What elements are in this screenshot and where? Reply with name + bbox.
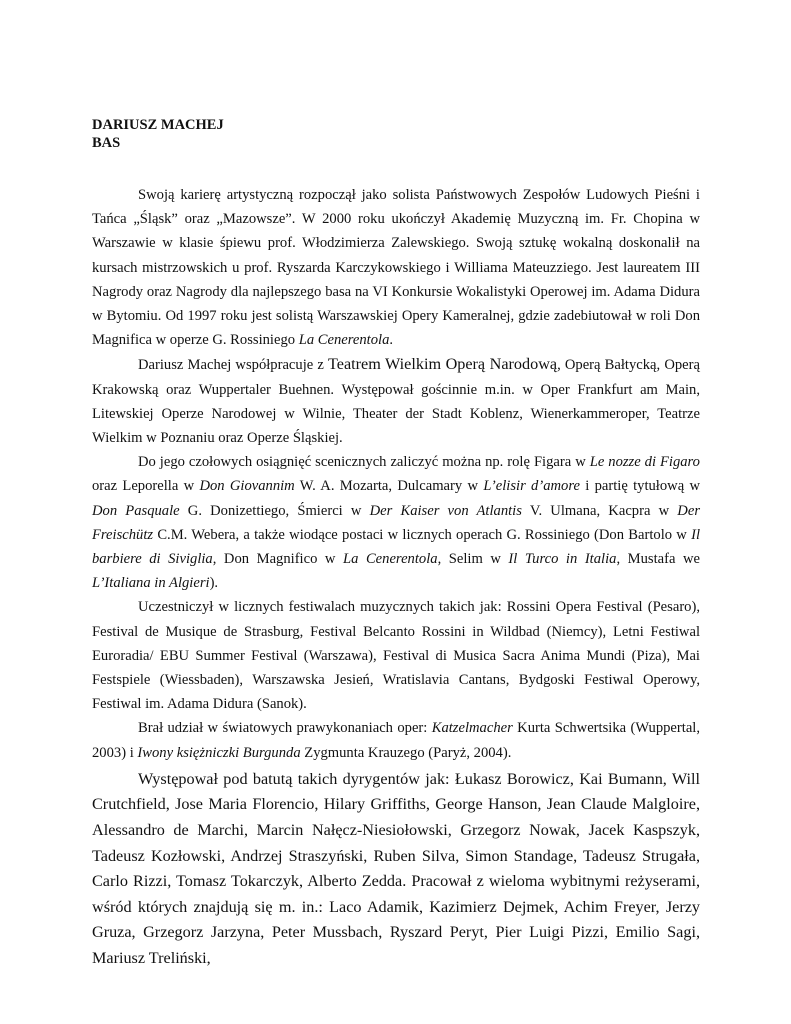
opera-title: Il barbiere di Siviglia [92, 526, 700, 568]
text-run: Do jego czołowych osiągnięć scenicznych zaliczyć można np. rolę Figara w [138, 454, 590, 471]
opera-title: Katzelmacher [431, 720, 513, 737]
opera-title: La Cenerentola [298, 332, 390, 349]
biography-paragraph-festivals [92, 595, 700, 716]
opera-title: Don Giovannim [199, 478, 295, 495]
opera-title: La Cenerentola [343, 551, 438, 568]
text-run: i partię tytułową w [579, 478, 700, 495]
text-run: G. Donizettiego, Śmierci w [179, 502, 370, 519]
artist-name: DARIUSZ MACHEJ [92, 117, 224, 133]
text-run: . [389, 332, 394, 349]
biography-paragraph-roles [92, 450, 700, 595]
opera-title: Il Turco in Italia [508, 551, 617, 568]
biography-paragraph-premieres [92, 716, 700, 764]
text-run: Uczestniczył w licznych festiwalach muzycznych takich jak: Rossini Opera Festival (Pesaro), Festival de Musique de Strasburg, Festival Belcanto Rossini in Wildbad (Niemcy), Letni Festiwal Euroradia/ EBU Summer Festival (Warszawa), Festival di Musica Sacra Anima Mundi (Piza), Mai Festspiele (Wiessbaden), Warszawska Jesień, Wratislavia Cantans, Bydgoski Festiwal Operowy, Festiwal im. Adama Didura (Sanok). [92, 599, 700, 713]
text-run: , Selim w [437, 551, 509, 568]
biography-paragraph-career [92, 183, 700, 352]
text-run: Brał udział w światowych prawykonaniach oper: [138, 720, 432, 737]
opera-title: Der Freischütz [92, 502, 700, 543]
text-run: oraz Leporella w [92, 478, 200, 495]
text-run: V. Ulmana, Kacpra w [521, 502, 678, 519]
text-run: , Don Magnifico w [212, 551, 343, 568]
opera-title: Der Kaiser von Atlantis [369, 502, 522, 519]
text-run: Kurta Schwertsika (Wuppertal, 2003) i [92, 720, 700, 761]
text-run: Występował pod batutą takich dyrygentów jak: Łukasz Borowicz, Kai Bumann, Will Crutchfield, Jose Maria Florencio, Hilary Griffiths, George Hanson, Jean Claude Malgloire, Alessandro de Marchi, Marcin Nałęcz-Niesiołowski, Grzegorz Nowak, Jacek Kaspszyk, Tadeusz Kozłowski, Andrzej Straszyński, Ruben Silva, Simon Standage, Tadeusz Strugała, Carlo Rizzi, Tomasz Tokarczyk, Alberto Zedda. Pracował z wieloma wybitnymi reżyserami, wśród których znajdują się m. in.: Laco Adamik, Kazimierz Dejmek, Achim Freyer, Jerzy Gruza, Grzegorz Jarzyna, Peter Mussbach, Ryszard Peryt, Pier Luigi Pizzi, Emilio Sagi, Mariusz Treliński, [92, 769, 700, 968]
text-run: , Mustafa we [616, 551, 700, 568]
text-run-large: Teatrem Wielkim Operą Narodową [328, 355, 558, 374]
text-run: C.M. Webera, a także wiodące postaci w licznych operach G. Rossiniego (Don Bartolo w [153, 526, 692, 543]
voice-type: BAS [92, 135, 121, 151]
text-run: Dariusz Machej współpracuje z [138, 357, 328, 374]
biography-paragraph-conductors [92, 767, 700, 972]
text-run: ). [209, 575, 219, 592]
text-run: W. A. Mozarta, Dulcamary w [294, 478, 484, 495]
biography-paragraph-collaborations [92, 352, 700, 450]
opera-title: L’Italiana in Algieri [92, 575, 210, 592]
opera-title: Don Pasquale [92, 502, 180, 519]
opera-title: Le nozze di Figaro [589, 454, 700, 471]
text-run: Swoją karierę artystyczną rozpoczął jako solista Państwowych Zespołów Ludowych Pieśni i Tańca „Śląsk” oraz „Mazowsze”. W 2000 roku ukończył Akademię Muzyczną im. Fr. Chopina w Warszawie w klasie śpiewu prof. Włodzimierza Zalewskiego. Swoją sztukę wokalną doskonalił na kursach mistrzowskich u prof. Ryszarda Karczykowskiego i Williama Mateuzziego. Jest laureatem III Nagrody oraz Nagrody dla najlepszego basa na VI Konkursie Wokalistyki Operowej im. Adama Didura w Bytomiu. Od 1997 roku jest solistą Warszawskiej Opery Kameralnej, gdzie zadebiutował w roli Don Magnifica w operze G. Rossiniego [92, 187, 700, 349]
opera-title: L’elisir d’amore [483, 478, 580, 495]
text-run: , Operą Bałtycką, Operą Krakowską oraz Wuppertaler Buehnen. Występował gościnnie m.in. w Oper Frankfurt am Main, Litewskiej Operze Narodowej w Wilnie, Theater der Stadt Koblenz, Wienerkammeroper, Teatrze Wielkim w Poznaniu oraz Operze Śląskiej. [92, 357, 700, 447]
opera-title: Iwony księżniczki Burgunda [137, 744, 301, 761]
text-run: Zygmunta Krauzego (Paryż, 2004). [300, 744, 512, 761]
document-page [92, 116, 700, 972]
